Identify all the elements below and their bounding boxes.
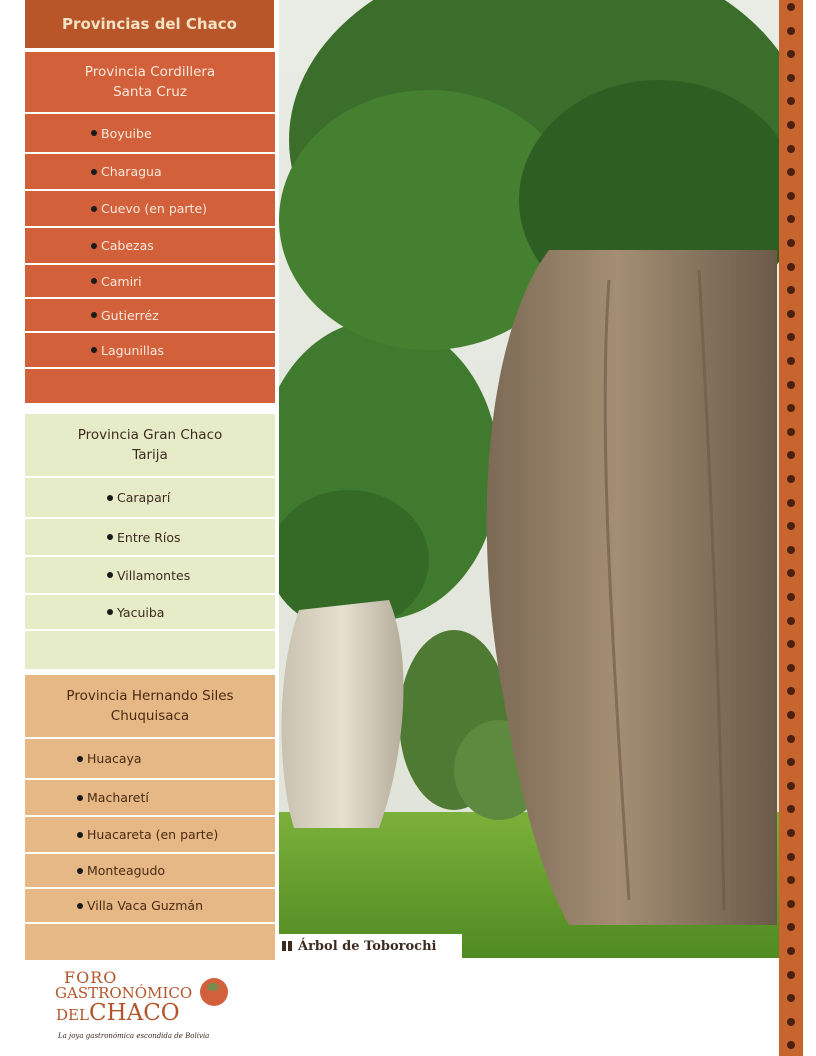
panel-heading-line1: Provincia Hernando Siles <box>66 688 234 704</box>
punch-hole <box>787 900 795 908</box>
punch-hole <box>787 1018 795 1026</box>
clay-pot-icon <box>200 978 228 1006</box>
punch-hole <box>787 499 795 507</box>
panel-hernando-siles <box>25 675 275 960</box>
punch-hole <box>787 310 795 318</box>
punch-hole <box>787 381 795 389</box>
panel-cordillera <box>25 52 275 403</box>
punch-hole <box>787 27 795 35</box>
panel-heading-line1: Provincia Cordillera <box>84 64 216 80</box>
toborochi-illustration <box>279 0 779 958</box>
punch-hole <box>787 617 795 625</box>
punch-hole <box>787 475 795 483</box>
list-item <box>25 737 275 778</box>
punch-hole <box>787 994 795 1002</box>
list-item <box>25 226 275 263</box>
photo-caption <box>279 934 462 958</box>
punch-hole <box>787 876 795 884</box>
bullet-icon <box>91 312 97 318</box>
punch-hole <box>787 758 795 766</box>
bullet-icon <box>107 609 113 615</box>
list-item <box>25 297 275 331</box>
punch-hole <box>787 428 795 436</box>
logo-tagline: La joya gastronómica escondida de Bolivia <box>58 1032 210 1040</box>
toborochi-photo <box>279 0 779 958</box>
panel-heading-line2: Tarija <box>132 447 168 463</box>
caption-marker-icon <box>282 941 292 951</box>
punch-hole <box>787 451 795 459</box>
logo-line3 <box>56 1000 180 1026</box>
bullet-icon <box>107 495 113 501</box>
logo-line3-main: CHACO <box>88 1000 180 1026</box>
list-item <box>25 555 275 593</box>
bullet-icon <box>77 795 83 801</box>
punch-hole <box>787 711 795 719</box>
logo-line1: FORO <box>64 968 118 987</box>
bullet-icon <box>91 278 97 284</box>
bullet-icon <box>77 903 83 909</box>
punch-hole <box>787 333 795 341</box>
punch-hole <box>787 546 795 554</box>
list-item-label: Huacareta (en parte) <box>87 827 219 842</box>
list-item <box>25 593 275 629</box>
punch-hole <box>787 97 795 105</box>
bullet-icon <box>91 169 97 175</box>
punch-hole <box>787 569 795 577</box>
list-item-label: Monteagudo <box>87 863 166 878</box>
list-item <box>25 852 275 887</box>
panel-spacer <box>25 367 275 403</box>
foro-gastronomico-logo <box>48 968 238 1048</box>
punch-holes <box>786 0 798 1056</box>
list-item-label: Cuevo (en parte) <box>101 201 208 216</box>
panel-heading-line2: Santa Cruz <box>113 84 187 100</box>
list-item-label: Entre Ríos <box>117 529 181 545</box>
bullet-icon <box>91 130 97 136</box>
list-item <box>25 815 275 852</box>
list-item-label: Cabezas <box>101 238 154 253</box>
logo-line3-prefix: DEL <box>56 1006 89 1024</box>
punch-hole <box>787 263 795 271</box>
list-item-label: Macharetí <box>87 790 149 805</box>
list-item <box>25 331 275 367</box>
list-item-label: Boyuibe <box>101 125 152 141</box>
punch-hole <box>787 687 795 695</box>
punch-hole <box>787 50 795 58</box>
list-item-label: Huacaya <box>87 751 142 766</box>
list-item-label: Villamontes <box>117 567 191 583</box>
punch-hole <box>787 286 795 294</box>
bullet-icon <box>77 868 83 874</box>
bullet-icon <box>107 572 113 578</box>
punch-hole <box>787 357 795 365</box>
punch-hole <box>787 853 795 861</box>
punch-hole <box>787 923 795 931</box>
punch-hole <box>787 168 795 176</box>
bullet-icon <box>107 534 113 540</box>
panel-heading <box>25 675 275 737</box>
list-item-label: Lagunillas <box>101 342 164 358</box>
punch-hole <box>787 947 795 955</box>
panel-spacer <box>25 922 275 960</box>
punch-hole <box>787 971 795 979</box>
punch-hole <box>787 522 795 530</box>
list-item <box>25 152 275 189</box>
punch-hole <box>787 404 795 412</box>
list-item <box>25 517 275 555</box>
list-item-label: Yacuiba <box>117 604 165 620</box>
list-item <box>25 476 275 517</box>
punch-hole <box>787 664 795 672</box>
caption-text: Árbol de Toborochi <box>298 938 437 954</box>
punch-hole <box>787 215 795 223</box>
bullet-icon <box>91 206 97 212</box>
panel-heading-line1: Provincia Gran Chaco <box>77 427 223 443</box>
list-item <box>25 112 275 152</box>
list-item <box>25 189 275 226</box>
panel-gran-chaco <box>25 414 275 669</box>
punch-hole <box>787 145 795 153</box>
list-item-label: Camiri <box>101 273 142 289</box>
punch-hole <box>787 829 795 837</box>
list-item <box>25 778 275 815</box>
punch-hole <box>787 3 795 11</box>
list-item <box>25 263 275 297</box>
punch-hole <box>787 192 795 200</box>
list-item-label: Charagua <box>101 164 162 179</box>
bullet-icon <box>91 243 97 249</box>
punch-hole <box>787 121 795 129</box>
panel-heading-line2: Chuquisaca <box>110 708 190 724</box>
list-item <box>25 887 275 922</box>
punch-hole <box>787 239 795 247</box>
panel-heading <box>25 414 275 476</box>
punch-hole <box>787 782 795 790</box>
logo-line2: GASTRONÓMICO <box>55 984 193 1002</box>
panel-heading <box>25 52 275 112</box>
bullet-icon <box>91 347 97 353</box>
punch-hole <box>787 1041 795 1049</box>
punch-hole <box>787 805 795 813</box>
punch-hole <box>787 593 795 601</box>
list-item-label: Villa Vaca Guzmán <box>87 898 204 913</box>
punch-hole <box>787 735 795 743</box>
punch-hole <box>787 640 795 648</box>
bullet-icon <box>77 832 83 838</box>
list-item-label: Gutierréz <box>101 307 159 323</box>
punch-hole <box>787 74 795 82</box>
bullet-icon <box>77 756 83 762</box>
page-title: Provincias del Chaco <box>25 0 274 48</box>
list-item-label: Caraparí <box>117 490 171 505</box>
panel-spacer <box>25 629 275 669</box>
